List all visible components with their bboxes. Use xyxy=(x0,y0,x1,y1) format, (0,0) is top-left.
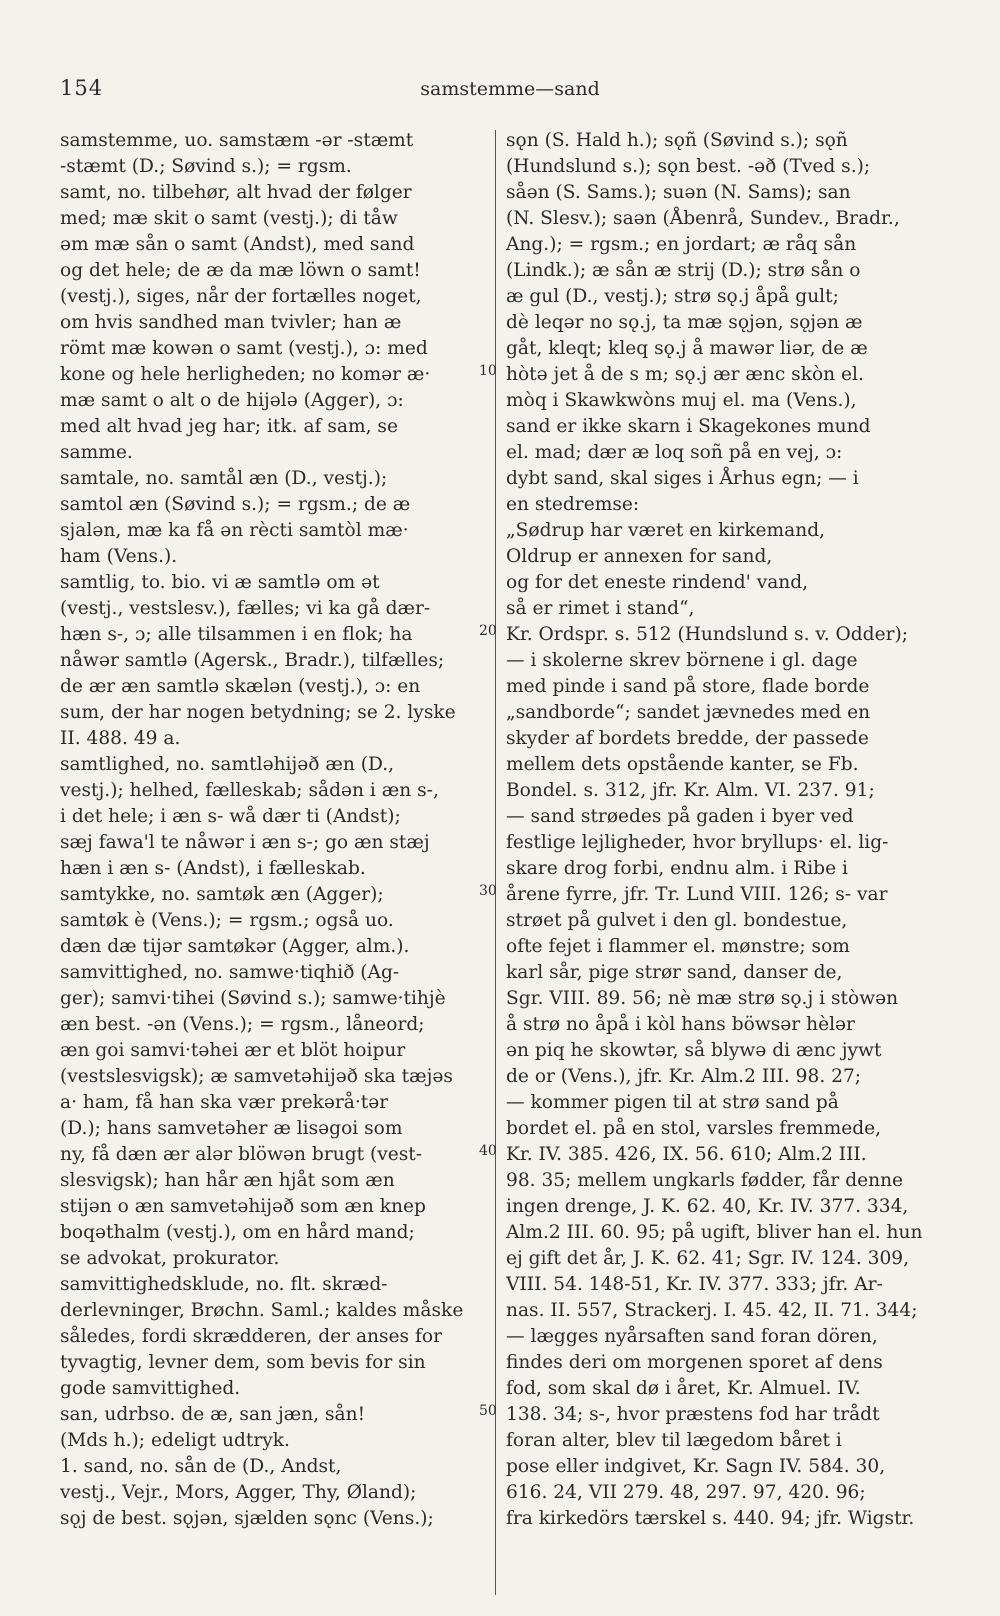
text-line: nas. II. 557, Strackerj. I. 45. 42, II. 71. 344; xyxy=(506,1300,918,1321)
text-line: ən piq he skowtər, så blywə di ænc jywt xyxy=(506,1040,882,1061)
text-line: Oldrup er annexen for sand, xyxy=(506,546,773,567)
text-line: mòq i Skawkwòns muj el. ma (Vens.), xyxy=(506,390,857,411)
text-line: gode samvittighed. xyxy=(60,1378,241,1399)
text-line: slesvigsk); han hår æn hjåt som æn xyxy=(60,1170,395,1191)
text-line: og det hele; de æ da mæ löwn o samt! xyxy=(60,260,421,281)
text-line: Bondel. s. 312, jfr. Kr. Alm. VI. 237. 91; xyxy=(506,780,875,801)
text-line: Sgr. VIII. 89. 56; nè mæ strø sǫ.j i stòwən xyxy=(506,988,899,1009)
text-line: med pinde i sand på store, flade borde xyxy=(506,676,870,697)
text-line: samt, no. tilbehør, alt hvad der følger xyxy=(60,182,412,203)
text-line: əm mæ sån o samt (Andst), med sand xyxy=(60,234,415,255)
text-line: og for det eneste rindend' vand, xyxy=(506,572,809,593)
text-line: el. mad; dær æ loq soñ på en vej, ɔ: xyxy=(506,442,843,463)
page-number: 154 xyxy=(60,76,104,100)
text-line: kone og hele herligheden; no komər æ· xyxy=(60,364,431,385)
text-line: skare drog forbi, endnu alm. i Ribe i xyxy=(506,858,848,879)
column-divider xyxy=(495,130,496,1595)
text-line: fra kirkedörs tærskel s. 440. 94; jfr. Wigstr. xyxy=(506,1508,915,1529)
text-line: å strø no åpå i kòl hans böwsər hèlər xyxy=(506,1014,855,1035)
text-line: (Lindk.); æ sån æ strij (D.); strø sån o xyxy=(506,260,861,281)
text-line: såən (S. Sams.); suən (N. Sams); san xyxy=(506,182,851,203)
text-line: de or (Vens.), jfr. Kr. Alm.2 III. 98. 27; xyxy=(506,1066,862,1087)
line-number: 40 xyxy=(479,1143,497,1159)
right-column xyxy=(506,128,936,1532)
text-line: Ang.); = rgsm.; en jordart; æ råq sån xyxy=(506,234,857,255)
text-line: fod, som skal dø i året, Kr. Almuel. IV. xyxy=(506,1378,861,1399)
text-line: (Mds h.); edeligt udtryk. xyxy=(60,1430,290,1451)
text-line: ofte fejet i flammer el. mønstre; som xyxy=(506,936,850,957)
line-number: 50 xyxy=(479,1403,497,1419)
text-line: samtale, no. samtål æn (D., vestj.); xyxy=(60,468,388,489)
text-line: vestj.); helhed, fælleskab; sådən i æn s-, xyxy=(60,780,439,801)
text-line: 138. 34; s-, hvor præstens fod har trådt xyxy=(506,1404,880,1425)
text-line: boqəthalm (vestj.), om en hård mand; xyxy=(60,1222,415,1243)
text-line: med alt hvad jeg har; itk. af sam, se xyxy=(60,416,398,437)
text-line: dybt sand, skal siges i Århus egn; — i xyxy=(506,468,859,489)
text-line: i det hele; i æn s- wå dær ti (Andst); xyxy=(60,806,401,827)
text-line: se advokat, prokurator. xyxy=(60,1248,280,1269)
running-head: samstemme—sand xyxy=(420,78,600,100)
text-line: samtøk è (Vens.); = rgsm.; også uo. xyxy=(60,910,394,931)
text-line: a· ham, få han ska vær prekərå·tər xyxy=(60,1092,389,1113)
text-line: skyder af bordets bredde, der passede xyxy=(506,728,869,749)
text-line: pose eller indgivet, Kr. Sagn IV. 584. 30, xyxy=(506,1456,886,1477)
text-line: — lægges nyårsaften sand foran dören, xyxy=(506,1326,878,1347)
text-line: samtykke, no. samtøk æn (Agger); xyxy=(60,884,384,905)
text-line: vestj., Vejr., Mors, Agger, Thy, Øland); xyxy=(60,1482,417,1503)
text-line: san, udrbso. de æ, san jæn, sån! xyxy=(60,1404,366,1425)
text-line: II. 488. 49 a. xyxy=(60,728,181,749)
text-line: sǫj de best. sǫjən, sjælden sǫnc (Vens.); xyxy=(60,1508,434,1529)
text-line: (vestslesvigsk); æ samvetəhijəð ska tæjəs xyxy=(60,1066,453,1087)
text-line: gåt, kleqt; kleq sǫ.j å mawər liər, de æ xyxy=(506,338,868,359)
text-line: bordet el. på en stol, varsles fremmede, xyxy=(506,1118,882,1139)
text-line: — kommer pigen til at strø sand på xyxy=(506,1092,839,1113)
text-line: hæn i æn s- (Andst), i fælleskab. xyxy=(60,858,366,879)
text-line: sæj fawa'l te nåwər i æn s-; go æn stæj xyxy=(60,832,430,853)
line-number: 30 xyxy=(479,883,497,899)
text-line: dæn dæ tijər samtøkər (Agger, alm.). xyxy=(60,936,410,957)
text-line: æn goi samvi·təhei ær et blöt hoipur xyxy=(60,1040,406,1061)
text-line: „Sødrup har været en kirkemand, xyxy=(506,520,826,541)
text-line: ingen drenge, J. K. 62. 40, Kr. IV. 377. 334, xyxy=(506,1196,909,1217)
text-line: sum, der har nogen betydning; se 2. lyske xyxy=(60,702,456,723)
text-line: strøet på gulvet i den gl. bondestue, xyxy=(506,910,848,931)
text-line: Kr. IV. 385. 426, IX. 56. 610; Alm.2 III. xyxy=(506,1144,867,1165)
text-line: 98. 35; mellem ungkarls fødder, får denne xyxy=(506,1170,904,1191)
text-line: samtlighed, no. samtləhijəð æn (D., xyxy=(60,754,395,775)
text-line: samvittighedsklude, no. flt. skræd- xyxy=(60,1274,388,1295)
text-line: sand er ikke skarn i Skagekones mund xyxy=(506,416,871,437)
text-line: de ær æn samtlə skælən (vestj.), ɔ: en xyxy=(60,676,421,697)
text-line: ej gift det år, J. K. 62. 41; Sgr. IV. 124. 309, xyxy=(506,1248,910,1269)
text-line: med; mæ skit o samt (vestj.); di tåw xyxy=(60,208,398,229)
text-line: samvittighed, no. samwe·tiqhið (Ag- xyxy=(60,962,400,983)
text-line: nåwər samtlə (Agersk., Bradr.), tilfælles; xyxy=(60,650,445,671)
text-line: årene fyrre, jfr. Tr. Lund VIII. 126; s- var xyxy=(506,884,888,905)
text-line: derlevninger, Brøchn. Saml.; kaldes måske xyxy=(60,1300,464,1321)
text-line: (D.); hans samvetəher æ lisəgoi som xyxy=(60,1118,403,1139)
text-line: tyvagtig, levner dem, som bevis for sin xyxy=(60,1352,426,1373)
text-line: mæ samt o alt o de hijələ (Agger), ɔ: xyxy=(60,390,404,411)
text-line: samme. xyxy=(60,442,133,463)
text-line: æ gul (D., vestj.); strø sǫ.j åpå gult; xyxy=(506,286,839,307)
text-line: — sand strøedes på gaden i byer ved xyxy=(506,806,854,827)
text-line: „sandborde“; sandet jævnedes med en xyxy=(506,702,871,723)
text-line: -stæmt (D.; Søvind s.); = rgsm. xyxy=(60,156,352,177)
text-line: sǫn (S. Hald h.); sǫñ (Søvind s.); sǫñ xyxy=(506,130,848,151)
text-line: findes deri om morgenen sporet af dens xyxy=(506,1352,883,1373)
text-line: karl sår, pige strør sand, danser de, xyxy=(506,962,843,983)
text-line: — i skolerne skrev börnene i gl. dage xyxy=(506,650,858,671)
page-header xyxy=(60,76,960,106)
text-line: samstemme, uo. samstæm -ər -stæmt xyxy=(60,130,414,151)
text-line: mellem dets opstående kanter, se Fb. xyxy=(506,754,859,775)
left-column xyxy=(60,128,485,1532)
text-line: foran alter, blev til lægedom båret i xyxy=(506,1430,842,1451)
line-number: 20 xyxy=(479,623,497,639)
text-line: (N. Slesv.); saən (Åbenrå, Sundev., Bradr., xyxy=(506,208,900,229)
text-line: (vestj.), siges, når der fortælles noget, xyxy=(60,286,422,307)
text-line: ger); samvi·tihei (Søvind s.); samwe·tihjè xyxy=(60,988,446,1009)
text-line: ny, få dæn ær alər blöwən brugt (vest- xyxy=(60,1144,423,1165)
text-line: stijən o æn samvetəhijəð som æn knep xyxy=(60,1196,426,1217)
text-line: således, fordi skrædderen, der anses for xyxy=(60,1326,442,1347)
text-line: römt mæ kowən o samt (vestj.), ɔ: med xyxy=(60,338,428,359)
text-line: 616. 24, VII 279. 48, 297. 97, 420. 96; xyxy=(506,1482,866,1503)
text-line: (vestj., vestslesv.), fælles; vi ka gå dær- xyxy=(60,598,431,619)
text-line: så er rimet i stand“, xyxy=(506,598,695,619)
text-line: æn best. -ən (Vens.); = rgsm., låneord; xyxy=(60,1014,425,1035)
text-line: Kr. Ordspr. s. 512 (Hundslund s. v. Odder); xyxy=(506,624,908,645)
text-line: dè leqər no sǫ.j, ta mæ sǫjən, sǫjən æ xyxy=(506,312,863,333)
text-line: festlige lejligheder, hvor bryllups· el. lig- xyxy=(506,832,889,853)
text-line: sjalən, mæ ka få ən rècti samtòl mæ· xyxy=(60,520,409,541)
text-line: en stedremse: xyxy=(506,494,640,515)
text-line: samtol æn (Søvind s.); = rgsm.; de æ xyxy=(60,494,411,515)
text-line: hòtə jet å de s m; sǫ.j ær ænc skòn el. xyxy=(506,364,864,385)
text-line: hæn s-, ɔ; alle tilsammen i en flok; ha xyxy=(60,624,413,645)
text-line: (Hundslund s.); sǫn best. -əð (Tved s.); xyxy=(506,156,871,177)
text-line: om hvis sandhed man tvivler; han æ xyxy=(60,312,402,333)
text-line: Alm.2 III. 60. 95; på ugift, bliver han el. hun xyxy=(506,1222,923,1243)
text-line: samtlig, to. bio. vi æ samtlə om ət xyxy=(60,572,380,593)
text-line: ham (Vens.). xyxy=(60,546,178,567)
line-number: 10 xyxy=(479,363,497,379)
text-line: 1. sand, no. sån de (D., Andst, xyxy=(60,1456,342,1477)
text-line: VIII. 54. 148-51, Kr. IV. 377. 333; jfr. Ar- xyxy=(506,1274,883,1295)
